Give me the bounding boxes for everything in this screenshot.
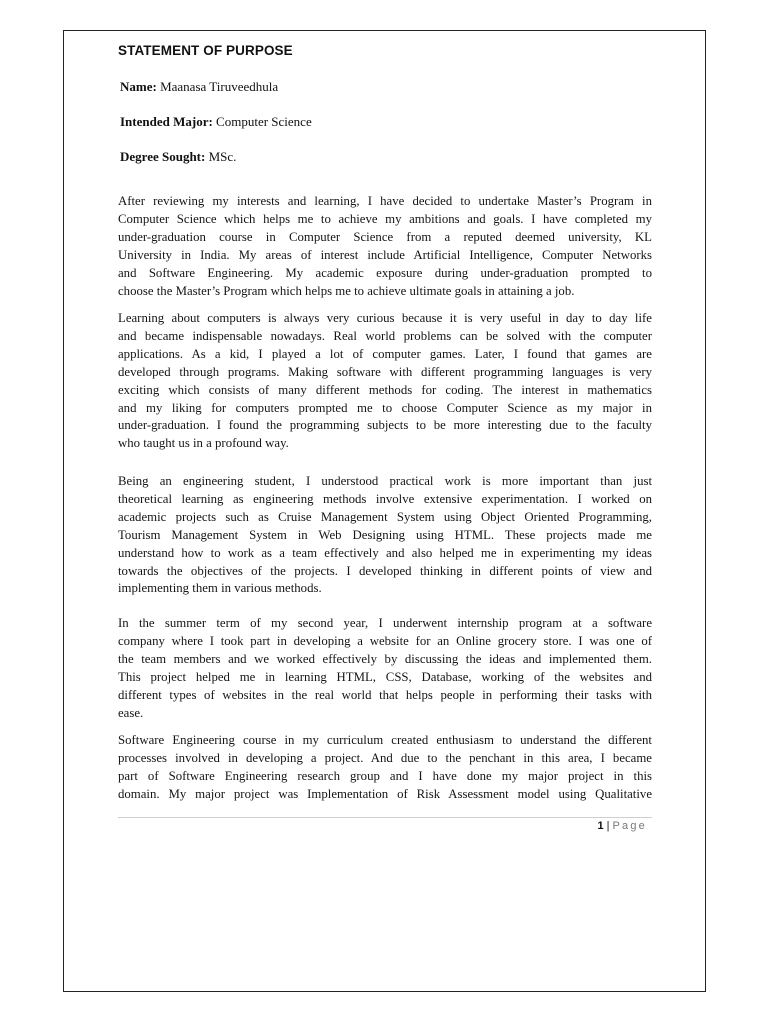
page-word: Page — [612, 820, 647, 832]
paragraph-line: towards the objectives of the projects. I developed thinking in different points of view and — [118, 563, 652, 578]
paragraph-line: applications. As a kid, I played a lot of computer games. Later, I found that games are — [118, 346, 652, 361]
paragraph-line: under-graduation course in Computer Science from a reputed deemed university, KL — [118, 229, 652, 244]
degree-sought-label: Degree Sought: — [120, 149, 206, 164]
paragraph-line: different types of websites in the real world that helps people in performing their tasks with — [118, 687, 652, 702]
paragraph-line: under-graduation. I found the programming subjects to be more interesting due to the faculty — [118, 418, 652, 433]
paragraph-line: and Software Engineering. My academic exposure during under-graduation prompted to — [118, 265, 652, 280]
page-number: 1 — [597, 820, 604, 832]
page-number-separator: | — [606, 820, 610, 832]
page-number-footer — [598, 820, 647, 832]
paragraph-line: part of Software Engineering research group and I have done my major project in this — [118, 768, 652, 783]
paragraph-line: Computer Science which helps me to achieve my ambitions and goals. I have completed my — [118, 211, 652, 226]
paragraph-line: understand how to work as a team effectively and also helped me in experimenting my ideas — [118, 545, 652, 560]
name-label: Name: — [120, 79, 157, 94]
document-page — [63, 30, 706, 992]
paragraph-line: ease. — [118, 705, 144, 720]
paragraph-line: Tourism Management System in Web Designing using HTML. These projects made me — [118, 527, 652, 542]
paragraph-5 — [118, 732, 652, 804]
name-field — [120, 79, 278, 95]
paragraph-line: the team members and we worked effectively by discussing the ideas and implemented them. — [118, 651, 652, 666]
paragraph-line: domain. My major project was Implementation of Risk Assessment model using Qualitative — [118, 786, 652, 801]
paragraph-line: University in India. My areas of interest include Artificial Intelligence, Computer Networks — [118, 247, 652, 262]
paragraph-line: exciting which consists of many different methods for coding. The interest in mathematics — [118, 382, 652, 397]
paragraph-line: developed through programs. Making software with different programming languages is very — [118, 364, 652, 379]
paragraph-1 — [118, 193, 652, 300]
document-title: STATEMENT OF PURPOSE — [118, 43, 293, 58]
paragraph-line: who taught us in a profound way. — [118, 436, 289, 451]
degree-sought-field — [120, 149, 236, 165]
paragraph-2 — [118, 310, 652, 453]
intended-major-value: Computer Science — [216, 114, 312, 129]
intended-major-field — [120, 114, 312, 130]
paragraph-line: choose the Master’s Program which helps me to achieve ultimate goals in attaining a job. — [118, 283, 575, 298]
paragraph-line: Software Engineering course in my curriculum created enthusiasm to understand the different — [118, 733, 652, 747]
paragraph-line: academic projects such as Cruise Management System using Object Oriented Programming, — [118, 509, 652, 524]
intended-major-label: Intended Major: — [120, 114, 213, 129]
paragraph-line: and became indispensable nowadays. Real world problems can be solved with the computer — [118, 328, 652, 343]
paragraph-line: After reviewing my interests and learning, I have decided to undertake Master’s Program in — [118, 194, 652, 208]
footer-divider — [118, 817, 652, 818]
paragraph-4 — [118, 615, 652, 722]
paragraph-line: In the summer term of my second year, I underwent internship program at a software — [118, 616, 652, 630]
paragraph-line: Learning about computers is always very curious because it is very useful in day to day life — [118, 311, 652, 325]
paragraph-line: and my liking for computers prompted me to choose Computer Science as my major in — [118, 400, 652, 415]
paragraph-line: implementing them in various methods. — [118, 581, 322, 596]
paragraph-3 — [118, 473, 652, 598]
degree-sought-value: MSc. — [208, 149, 237, 164]
name-value: Maanasa Tiruveedhula — [160, 79, 279, 94]
paragraph-line: Being an engineering student, I understood practical work is more important than just — [118, 474, 652, 488]
paragraph-line: theoretical learning as engineering methods involve extensive experimentation. I worked on — [118, 491, 652, 506]
paragraph-line: This project helped me in learning HTML, CSS, Database, working of the websites and — [118, 669, 652, 684]
paragraph-line: company where I took part in developing a website for an Online grocery store. I was one of — [118, 633, 652, 648]
paragraph-line: processes involved in developing a project. And due to the penchant in this area, I became — [118, 750, 652, 765]
